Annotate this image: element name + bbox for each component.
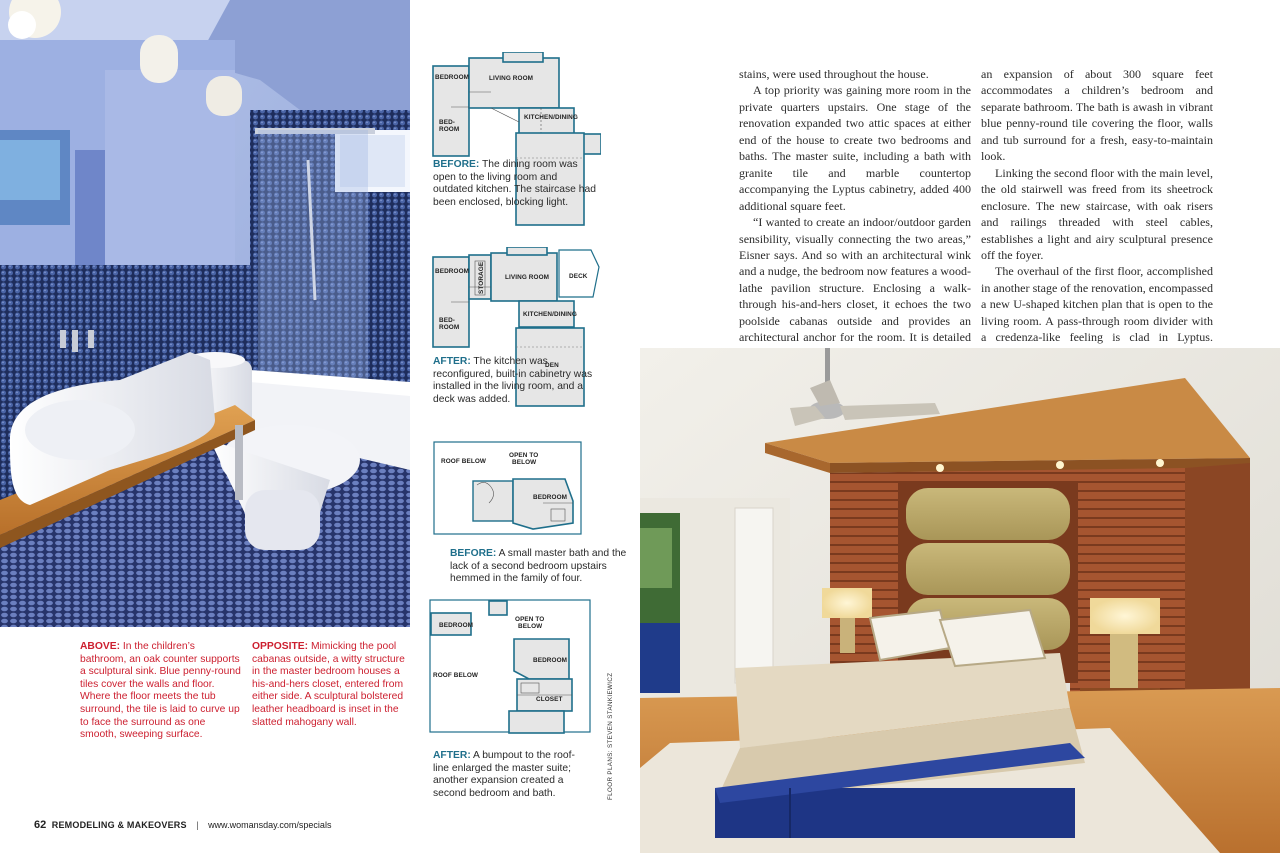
plan2-label-bedroom: BEDROOM [435,268,470,275]
paragraph: Linking the second floor with the main level, the old stairwell was freed from its sheetrock enclosure. The new staircase, with oak risers and railings threaded with steel cables, establishes a light and airy sculptural presence off the foyer. [981,165,1213,262]
plan1-caption-lead: BEFORE: [433,159,480,170]
plan4-label-open1: OPEN TO [515,616,545,623]
caption-opposite-text: Mimicking the pool cabanas outside, a witty structure in the master bedroom houses a his-and-hers closet, entered from either side. A sculptural bolstered leather headboard is inset in the slatted mahogany wall. [252,641,405,728]
plan4-caption-lead: AFTER: [433,750,471,761]
footer-url: www.womansday.com/specials [208,820,332,830]
plan3-caption-lead: BEFORE: [450,548,497,559]
caption-opposite-lead: OPPOSITE: [252,641,309,652]
caption-above-lead: ABOVE: [80,641,121,652]
floor-plan-second-before [433,441,588,541]
plan4-caption-text: A bumpout to the roof-line enlarged the master suite; another expansion created a second bedroom and bath. [433,750,575,799]
paragraph: “I wanted to create an indoor/outdoor garden sensibility, visually connecting the two areas,” Eisner says. And so with an architectural wink and a nudge, the bedroom now features a wood-lathe pavilion structure. Enclosing a walk-through his-and-hers closet, it echoes the two poolside cabanas outside and provides an architectural anchor for the room. It is detailed [739,215,971,345]
plan1-label-bedroom: BEDROOM [435,74,470,81]
plan2-label-kitchen: KITCHEN/DINING [523,311,577,318]
plan3-label-open2: BELOW [512,459,537,466]
plan2-caption-text: The kitchen was reconfigured, built-in cabinetry was installed in the living room, and a deck was added. [433,356,593,405]
plan2-label-storage: STORAGE [478,261,485,294]
plan3-caption-text: A small master bath and the lack of a second bedroom upstairs hemmed in the family of four. [450,548,627,585]
plan3-label-bedroom: BEDROOM [533,494,568,501]
plan3-caption [450,548,635,586]
caption-above [80,641,242,742]
plan2-label-den: DEN [545,362,559,369]
plan1-caption-text: The dining room was open to the living room and outdated kitchen. The staircase had been enclosed, blocking light. [433,159,596,208]
plan4-label-closet: CLOSET [536,696,563,703]
paragraph: an expansion of about 300 square feet accommodates a children’s bedroom and separate bathroom. The bath is awash in vibrant blue penny-round tile covering the floor, walls and tub surround for a fresh, easy-to-maintain look. [981,67,1213,164]
caption-opposite [252,641,412,729]
section-name: REMODELING & MAKEOVERS [51,820,187,830]
plan1-label-bed: BED- [439,119,456,126]
bedroom-photo [640,348,1280,853]
plan1-label-room: ROOM [439,126,460,133]
plan2-label-deck: DECK [569,273,588,280]
plan3-label-open1: OPEN TO [509,452,539,459]
bathroom-photo [0,0,410,627]
paragraph: stains, were used throughout the house. [739,67,929,81]
floor-plan-second-after [429,599,594,739]
plan1-label-living: LIVING ROOM [489,75,534,82]
plan2-caption-lead: AFTER: [433,356,471,367]
paragraph: A top priority was gaining more room in the private quarters upstairs. One stage of the renovation expanded two attic spaces at either end of the house to create two bedrooms and baths. The master suite, including a bath with granite tile and marble countertop accompanying the Lyptus cabinetry, added 400 additional square feet. [739,83,971,213]
plan4-label-bedroom: BEDROOM [439,622,474,629]
caption-above-text: In the children’s bathroom, an oak counter supports a sculptural sink. Blue penny-round tiles cover the walls and floor. Where the floor meets the tub surround, the tile is laid to curve up to face the surround as one smooth, sweeping surface. [80,641,241,741]
plan4-label-bedroom2: BEDROOM [533,657,568,664]
plan1-caption [433,159,598,209]
plan4-caption [433,750,583,800]
plan4-label-open2: BELOW [518,623,543,630]
plan2-label-bed: BED- [439,317,456,324]
page-number: 62 [34,819,47,831]
floor-plan-credit: FLOOR PLANS: STEVEN STANKIEWICZ [607,672,614,800]
plan2-label-living: LIVING ROOM [505,274,550,281]
plan2-label-room: ROOM [439,324,460,331]
plan2-caption [433,356,598,406]
page-footer [34,819,331,831]
paragraph: The overhaul of the first floor, accomplished in another stage of the renovation, encompassed a new U-shaped kitchen plan that is open to the living room. A pass-through room divider with a credenza-like feeling is clad in Lyptus. [981,264,1213,345]
plan1-label-kitchen: KITCHEN/DINING [524,114,578,121]
footer-separator: | [196,820,199,830]
plan4-label-roof: ROOF BELOW [433,672,479,679]
plan3-label-roof: ROOF BELOW [441,458,487,465]
